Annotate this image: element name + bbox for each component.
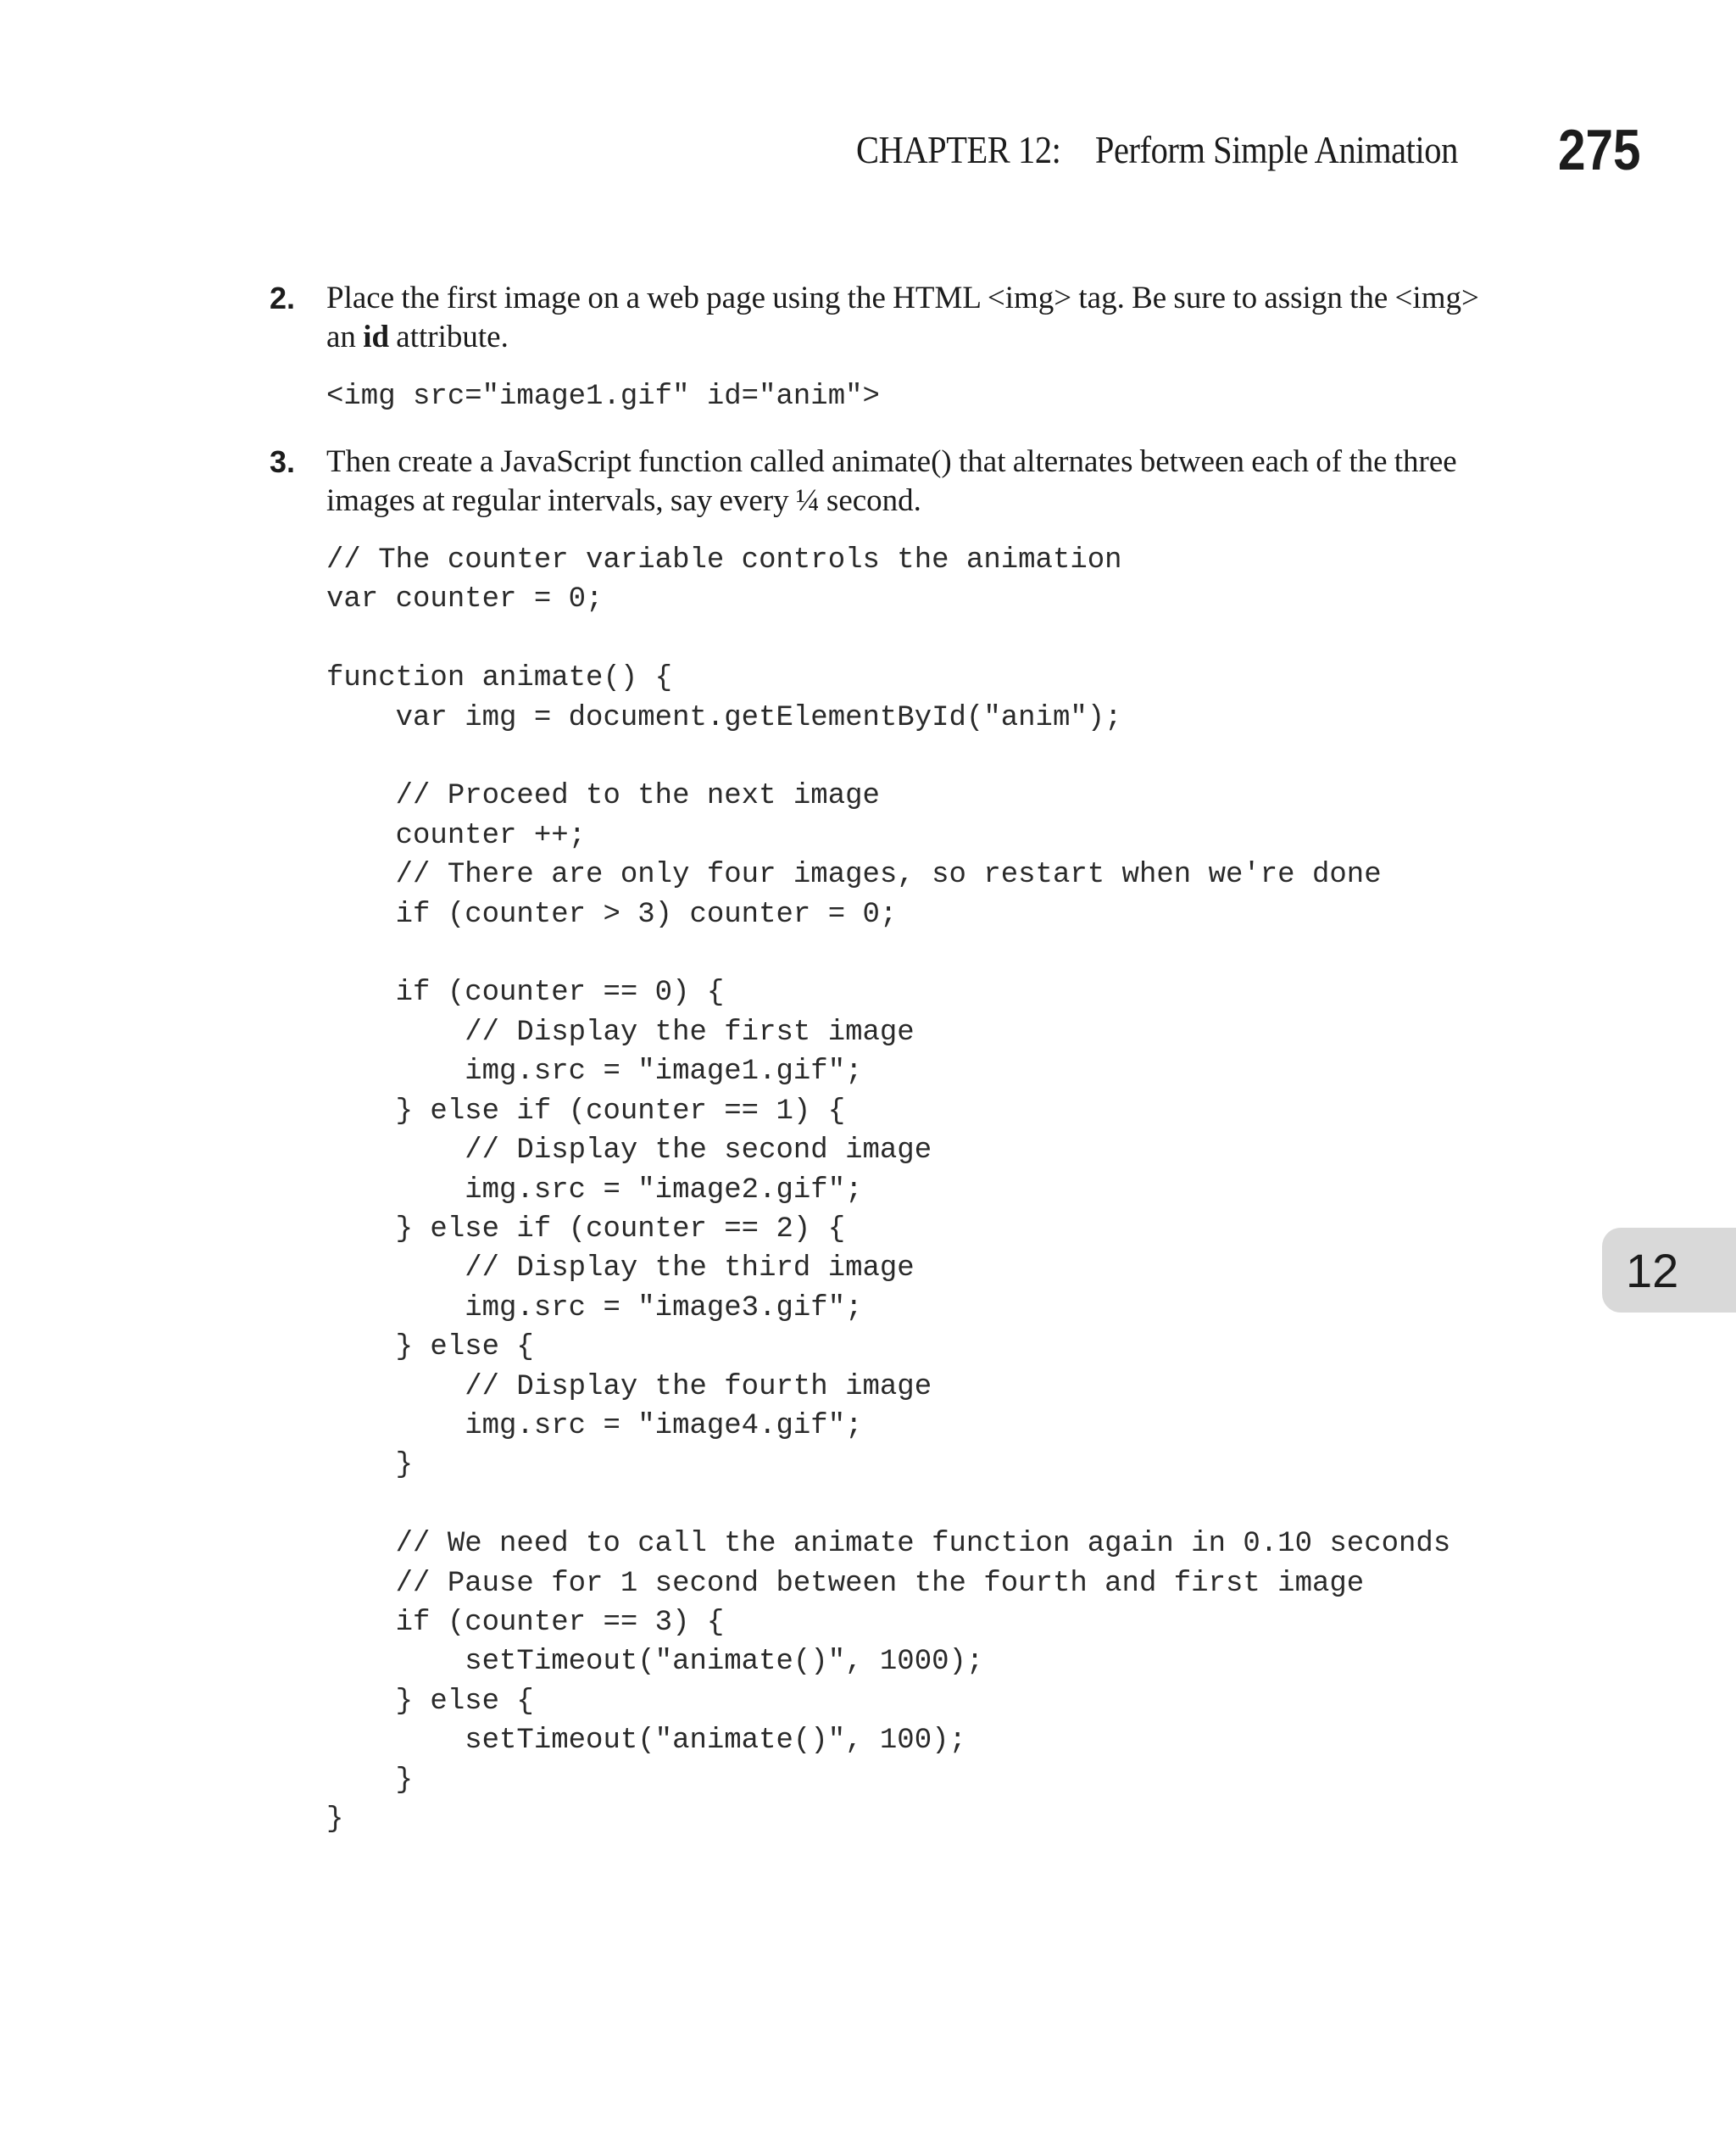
running-head [856,127,1458,172]
chapter-tab [1602,1228,1736,1313]
step-3 [270,443,1482,1839]
page-number: 275 [1558,118,1641,182]
chapter-label: CHAPTER 12: [856,128,1061,171]
step-number: 3. [270,444,296,479]
code-block: // The counter variable controls the animation var counter = 0; function animate() { var img = document.getElementById("anim"); // Proceed to the next image counter ++; // There are only four images, so restart when we're done if (counter > 3) counter = 0; if (counter == 0) { // Display the first image img.src = "image1.gif"; } else if (counter == 1) { // Display the second image img.src = "image2.gif"; } else if (counter == 2) { // Display the third image img.src = "image3.gif"; } else { // Display the fourth image img.src = "image4.gif"; } // We need to call the animate function again in 0.10 seconds // Pause for 1 second between the fourth and first image if (counter == 3) { setTimeout("animate()", 1000); } else { setTimeout("animate()", 100); } } [326,544,1451,1836]
chapter-tab-number: 12 [1626,1243,1679,1297]
step-text-part: Place the first image on a web page using the HTML <img> tag. Be sure to assign the <img> an [326,281,1479,354]
chapter-title: Perform Simple Animation [1094,128,1458,171]
step-text-bold: id [363,320,390,354]
step-text [326,279,1482,357]
step-number: 2. [270,281,296,315]
code-block: <img src="image1.gif" id="anim"> [326,381,880,413]
step-text: Then create a JavaScript function called animate() that alternates between each of the three images at regular intervals, say every ¼ second. [326,444,1457,518]
step-text-part: attribute. [389,320,509,354]
step-2 [270,279,1482,416]
